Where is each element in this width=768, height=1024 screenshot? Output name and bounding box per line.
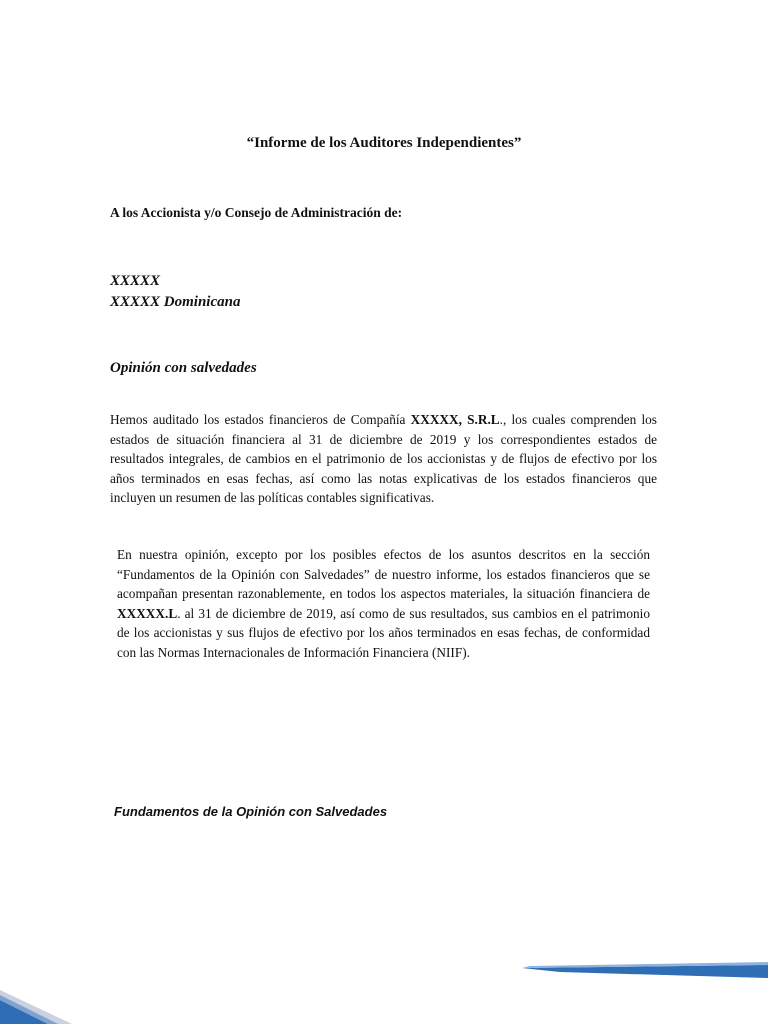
paragraph-audit-scope — [110, 410, 657, 508]
swoosh-right-blue — [522, 965, 768, 978]
paragraph-opinion-text-2: . al 31 de diciembre de 2019, así como de sus resultados, sus cambios en el patrimonio de los accionistas y sus flujos de efectivo por los años terminados en esas fechas, de conformidad con las Normas Internacionales de Información Financiera (NIIF). — [117, 605, 650, 660]
paragraph-audit-scope-text-2: ., los cuales comprenden los estados de situación financiera al 31 de diciembre de 2019 y los correspondientes estados de resultados integrales, de cambios en el patrimonio de los accionistas y de flujos de efectivo por los años terminados en esas fechas, así como las notas explicativas de los estados financieros que incluyen un resumen de las políticas contables significativas. — [110, 412, 657, 505]
swoosh-left-blue — [0, 1000, 48, 1024]
report-title: “Informe de los Auditores Independientes” — [246, 135, 522, 151]
swoosh-left-gray — [0, 990, 72, 1024]
swoosh-right-light — [522, 962, 768, 968]
swoosh-left-light — [0, 995, 58, 1024]
company-name-line-2: XXXXX Dominicana — [110, 294, 241, 310]
paragraph-audit-scope-text-1: Hemos auditado los estados financieros de Compañía — [110, 412, 411, 427]
paragraph-opinion — [117, 545, 650, 662]
paragraph-opinion-text-1: En nuestra opinión, excepto por los posibles efectos de los asuntos descritos en la sección “Fundamentos de la Opinión con Salvedades” de nuestro informe, los estados financieros que se acompañan presentan razonablemente, en todos los aspectos materiales, la situación financiera de — [117, 547, 650, 601]
addressee-line: A los Accionista y/o Consejo de Administración de: — [110, 205, 403, 220]
section-heading-fundamentos: Fundamentos de la Opinión con Salvedades — [114, 804, 388, 819]
company-name-line-1: XXXXX — [110, 273, 161, 289]
paragraph-opinion-company: XXXXX.L — [117, 605, 178, 621]
section-heading-opinion: Opinión con salvedades — [110, 360, 257, 376]
paragraph-audit-scope-company: XXXXX, S.R.L — [410, 412, 500, 427]
